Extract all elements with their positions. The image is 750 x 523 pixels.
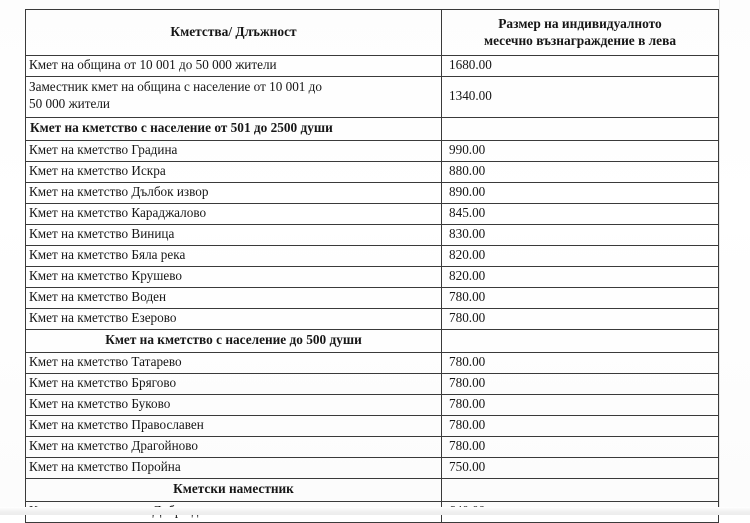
- position-name: Кмет на община от 10 001 до 50 000 жители: [26, 56, 442, 77]
- table-row: [26, 183, 719, 204]
- salary-amount: 880.00: [442, 162, 719, 183]
- table-row: [26, 246, 719, 267]
- position-name: [26, 77, 442, 118]
- salary-amount: 780.00: [442, 374, 719, 395]
- table-row: [26, 416, 719, 437]
- salary-amount: 1680.00: [442, 56, 719, 77]
- salary-table-container: [25, 9, 718, 523]
- position-name: Кмет на кметство Буково: [26, 395, 442, 416]
- column-header-position: Кметства/ Длъжност: [26, 10, 442, 56]
- position-name: Кмет на кметство Виница: [26, 225, 442, 246]
- salary-amount: [442, 118, 719, 141]
- position-name: Кмет на кметство Крушево: [26, 267, 442, 288]
- table-row: [26, 267, 719, 288]
- position-name: Кмет на кметство Православен: [26, 416, 442, 437]
- position-name-line1: Заместник кмет на община с население от 10 001 до: [29, 79, 322, 94]
- salary-amount: 830.00: [442, 225, 719, 246]
- section-title: Кмет на кметство с население от 501 до 2500 души: [26, 118, 442, 141]
- table-row: [26, 458, 719, 479]
- position-name: Кмет на кметство Татарево: [26, 353, 442, 374]
- table-row: [26, 225, 719, 246]
- position-name: Кмет на кметство Караджалово: [26, 204, 442, 225]
- position-name: Кмет на кметство Искра: [26, 162, 442, 183]
- salary-table: [25, 9, 719, 523]
- table-row: [26, 309, 719, 330]
- column-header-amount: [442, 10, 719, 56]
- table-row: [26, 141, 719, 162]
- section-title: Кмет на кметство с население до 500 души: [26, 330, 442, 353]
- scan-bottom-edge: [0, 507, 750, 515]
- column-header-amount-line2: месечно възнаграждение в лева: [483, 33, 677, 48]
- position-name: Кмет на кметство Брягово: [26, 374, 442, 395]
- salary-amount: 780.00: [442, 395, 719, 416]
- salary-amount: 990.00: [442, 141, 719, 162]
- section-title: Кметски наместник: [26, 479, 442, 502]
- salary-amount: 780.00: [442, 416, 719, 437]
- position-name: Кмет на кметство Езерово: [26, 309, 442, 330]
- salary-amount: [442, 479, 719, 502]
- position-name: Кмет на кметство Драгойново: [26, 437, 442, 458]
- position-name: Кмет на кметство Бяла река: [26, 246, 442, 267]
- salary-amount: 750.00: [442, 458, 719, 479]
- table-row: [26, 288, 719, 309]
- position-name: Кмет на кметство Дълбок извор: [26, 183, 442, 204]
- table-row: [26, 204, 719, 225]
- position-name: Кмет на кметство Поройна: [26, 458, 442, 479]
- salary-amount: 780.00: [442, 437, 719, 458]
- salary-amount: [442, 330, 719, 353]
- table-header-row: [26, 10, 719, 56]
- salary-amount: 820.00: [442, 267, 719, 288]
- salary-amount: 845.00: [442, 204, 719, 225]
- salary-amount: 780.00: [442, 309, 719, 330]
- salary-amount: 890.00: [442, 183, 719, 204]
- salary-amount: 780.00: [442, 288, 719, 309]
- salary-amount: 780.00: [442, 353, 719, 374]
- salary-amount: 820.00: [442, 246, 719, 267]
- table-row: [26, 56, 719, 77]
- table-row: [26, 437, 719, 458]
- table-row: [26, 395, 719, 416]
- position-name-line2: 50 000 жители: [29, 95, 110, 111]
- scan-seam: [719, 0, 720, 507]
- table-row: [26, 162, 719, 183]
- table-section-row: [26, 118, 719, 141]
- table-row: [26, 77, 719, 118]
- column-header-amount-line1: Размер на индивидуалното: [498, 15, 662, 31]
- position-name: Кмет на кметство Воден: [26, 288, 442, 309]
- table-section-row: [26, 479, 719, 502]
- position-name: Кмет на кметство Градина: [26, 141, 442, 162]
- table-head: [26, 10, 719, 56]
- table-section-row: [26, 330, 719, 353]
- table-row: [26, 353, 719, 374]
- table-body: [26, 56, 719, 523]
- salary-amount: 1340.00: [442, 77, 719, 118]
- table-row: [26, 374, 719, 395]
